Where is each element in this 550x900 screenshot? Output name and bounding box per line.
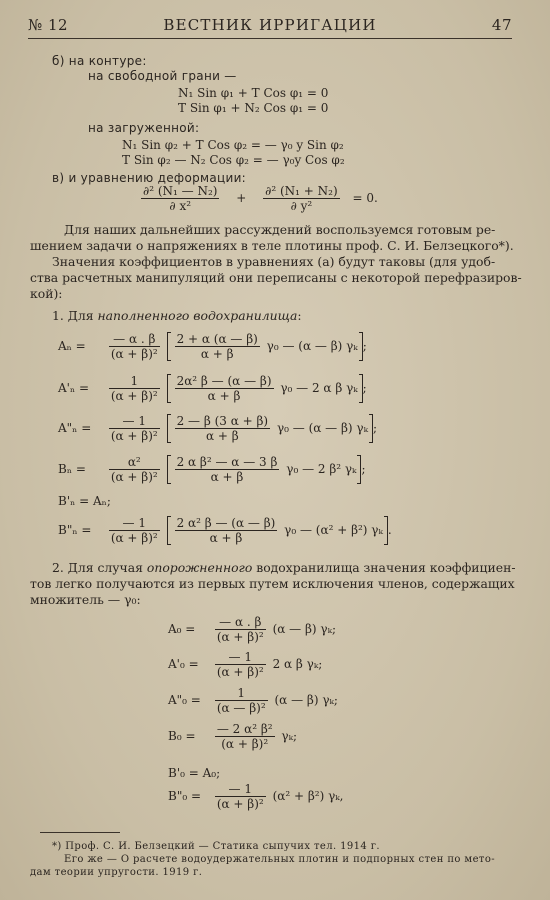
formula-b2-0: B"₀ = $\frac{— 1}{\text{(α + β)²}}$ (α² + β²) γₖ, (168, 782, 344, 811)
formula-a-n: Aₙ = $\frac{— \alpha . \beta}{\text{(α + β)²}}$ $\frac{2 + \alpha (\alpha — \beta)}{\alpha + \beta}$ γ₀ — (α — β) γₖ ; (58, 332, 367, 361)
footnote-2: Его же — О расчете водоудержательных плотин и подпорных стен по мето- (64, 854, 496, 865)
paragraph-line: кой): (30, 286, 63, 301)
formula-b1-0: B'₀ = A₀; (168, 766, 221, 780)
formula-b1-n: B'ₙ = Aₙ; (58, 494, 111, 508)
equation-loaded-1: N₁ Sin φ₂ + T Cos φ₂ = — γ₀ y Sin φ₂ (122, 138, 344, 152)
formula-b-n: Bₙ = $\frac{\text{α²}}{\text{(α + β)²}}$ $\frac{\text{2 α β² — α — 3 β}}{\alpha + \beta}$ γ₀ — 2 β² γₖ ; (58, 455, 366, 484)
equation-loaded-2: T Sin φ₂ — N₂ Cos φ₂ = — γ₀y Cos φ₂ (122, 153, 345, 167)
paragraph-2-line: множитель — γ₀: (30, 592, 141, 607)
case-1-heading: 1. Для наполненного водохранилища: (52, 308, 302, 323)
formula-b2-n: B"ₙ = $\frac{— 1}{\text{(α + β)²}}$ $\frac{\text{2 α² β — (α — β)}}{\alpha + \beta}$ γ₀ — (α² + β²) γₖ . (58, 516, 392, 545)
loaded-face-label: на загруженной: (88, 121, 200, 135)
paragraph-line: Для наших дальнейших рассуждений воспользуемся готовым ре- (64, 222, 496, 237)
formula-a1-n: A'ₙ = $\frac{1}{\text{(α + β)²}}$ $\frac{\text{2α² β — (α — β)}}{\alpha + \beta}$ γ₀ — 2 α β γₖ ; (58, 374, 367, 403)
running-header (28, 14, 512, 39)
paragraph-line: шением задачи о напряжениях в теле плотины проф. С. И. Белзецкого*). (30, 238, 514, 253)
formula-a2-n: A"ₙ = $\frac{— 1}{\text{(α + β)²}}$ $\frac{2 — \beta (3 \alpha + \beta)}{\alpha + \beta}$ γ₀ — (α — β) γₖ ; (58, 414, 378, 443)
formula-a1-0: A'₀ = $\frac{— 1}{\text{(α + β)²}}$ 2 α β γₖ; (168, 650, 323, 679)
item-v-label: в) и уравнению деформации: (52, 171, 247, 185)
equation-free-2: T Sin φ₁ + N₂ Cos φ₁ = 0 (178, 101, 329, 115)
formula-b-0: B₀ = $\frac{\text{— 2 α² β²}}{\text{(α + β)²}}$ γₖ; (168, 722, 297, 751)
issue-number: № 12 (28, 16, 69, 34)
footnote-1: *) Проф. С. И. Белзецкий — Статика сыпучих тел. 1914 г. (52, 841, 380, 852)
formula-a-0: A₀ = $\frac{— \alpha . \beta}{\text{(α + β)²}}$ (α — β) γₖ; (168, 615, 337, 644)
item-b-label: б) на контуре: (52, 54, 147, 68)
footnote-2-cont: дам теории упругости. 1919 г. (30, 867, 203, 878)
paragraph-2-line: тов легко получаются из первых путем исключения членов, содержащих (30, 576, 515, 591)
free-face-label: на свободной грани — (88, 69, 237, 83)
paragraph-line: ства расчетных манипуляций они переписаны с некоторой перефразиров- (30, 270, 522, 285)
paragraph-line: Значения коэффициентов в уравнениях (а) будут таковы (для удоб- (52, 254, 496, 269)
footnote-rule (40, 832, 120, 833)
page-number: 47 (491, 16, 512, 34)
paragraph-2-line: 2. Для случая опорожненного водохранилища значения коэффициен- (52, 560, 516, 575)
equation-free-1: N₁ Sin φ₁ + T Cos φ₁ = 0 (178, 86, 329, 100)
formula-a2-0: A"₀ = $\frac{1}{\text{(α — β)²}}$ (α — β) γₖ; (168, 686, 338, 715)
deformation-equation: $\frac{\text{∂² (N₁ — N₂)}}{\text{∂ x²}}$ + $\frac{\text{∂² (N₁ + N₂)}}{\text{∂ y²}}$ = 0. (143, 184, 378, 213)
journal-title: ВЕСТНИК ИРРИГАЦИИ (163, 16, 377, 34)
